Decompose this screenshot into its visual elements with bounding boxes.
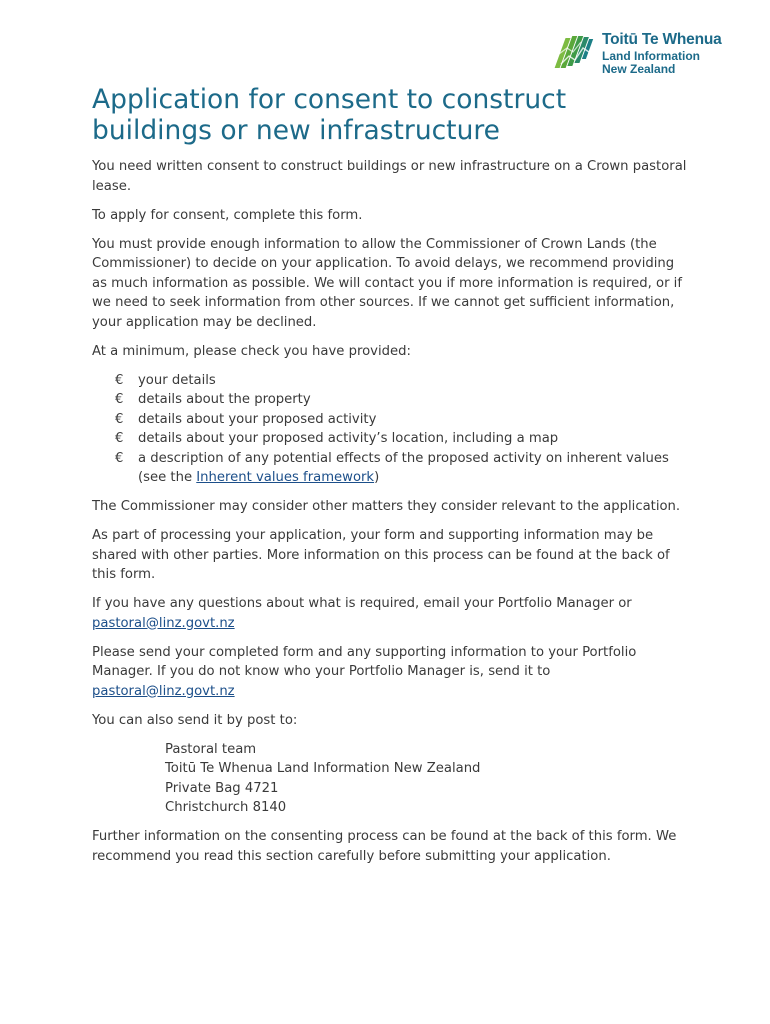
email-link[interactable]: pastoral@linz.govt.nz	[92, 615, 235, 631]
list-item	[92, 371, 692, 391]
bullet-marker: €	[115, 431, 124, 446]
linz-logo	[553, 32, 743, 74]
address-line: Private Bag 4721	[165, 780, 279, 796]
apply-paragraph: To apply for consent, complete this form.	[92, 207, 363, 223]
send-paragraph	[92, 643, 692, 702]
postal-address	[92, 740, 692, 818]
checklist	[92, 371, 692, 488]
email-link[interactable]: pastoral@linz.govt.nz	[92, 683, 235, 699]
sharing-paragraph: As part of processing your application, your form and supporting information may be shared with other parties. More information on this process can be found at the back of this form.	[92, 528, 670, 582]
list-item-text: details about your proposed activity	[138, 411, 377, 427]
page-title: Application for consent to construct buildings or new infrastructure	[92, 84, 567, 146]
bullet-marker: €	[115, 450, 124, 466]
bullet-marker: €	[115, 392, 124, 407]
inherent-values-framework-link[interactable]: Inherent values framework	[196, 470, 375, 485]
checklist-intro: At a minimum, please check you have provided:	[92, 343, 411, 359]
commissioner-paragraph: The Commissioner may consider other matters they consider relevant to the application.	[92, 499, 681, 514]
address-line: Pastoral team	[165, 741, 257, 757]
bullet-marker: €	[115, 372, 124, 388]
logo-line-1: Toitū Te Whenua	[602, 32, 722, 48]
list-item-closing: )	[374, 470, 380, 485]
linz-logo-mark-icon	[553, 34, 597, 72]
address-line: Christchurch 8140	[165, 800, 287, 815]
send-text: Please send your completed form and any supporting information to your Portfolio Manager. If you do not know who your Portfolio Manager is, send it to	[92, 644, 637, 679]
information-paragraph: You must provide enough information to allow the Commissioner of Crown Lands (the Commissioner) to decide on your application. To avoid delays, we recommend providing as much information as possible. We will contact you if more information is required, or if we need to seek information from other sources. If we cannot get sufficient information, your application may be declined.	[92, 236, 682, 330]
logo-line-3: New Zealand	[602, 61, 676, 74]
logo-line-2: Land Information	[602, 48, 700, 63]
list-item-text: a description of any potential effects of the proposed activity on inherent values (see the	[138, 450, 669, 485]
list-item	[92, 429, 692, 449]
linz-logo-text	[602, 32, 722, 74]
list-item-text: your details	[138, 372, 216, 388]
list-item	[92, 410, 692, 430]
list-item	[92, 390, 692, 410]
address-line: Toitū Te Whenua Land Information New Zealand	[165, 761, 481, 776]
list-item	[92, 449, 692, 488]
list-item-text: details about your proposed activity’s location, including a map	[138, 431, 559, 446]
document-body	[92, 157, 692, 876]
questions-text: If you have any questions about what is required, email your Portfolio Manager or	[92, 596, 632, 611]
intro-paragraph: You need written consent to construct buildings or new infrastructure on a Crown pastoral lease.	[92, 159, 687, 194]
post-paragraph: You can also send it by post to:	[92, 712, 298, 728]
bullet-marker: €	[115, 411, 124, 427]
list-item-text: details about the property	[138, 392, 311, 407]
further-information-paragraph: Further information on the consenting process can be found at the back of this form. We recommend you read this section carefully before submitting your application.	[92, 829, 677, 864]
questions-paragraph	[92, 594, 692, 633]
